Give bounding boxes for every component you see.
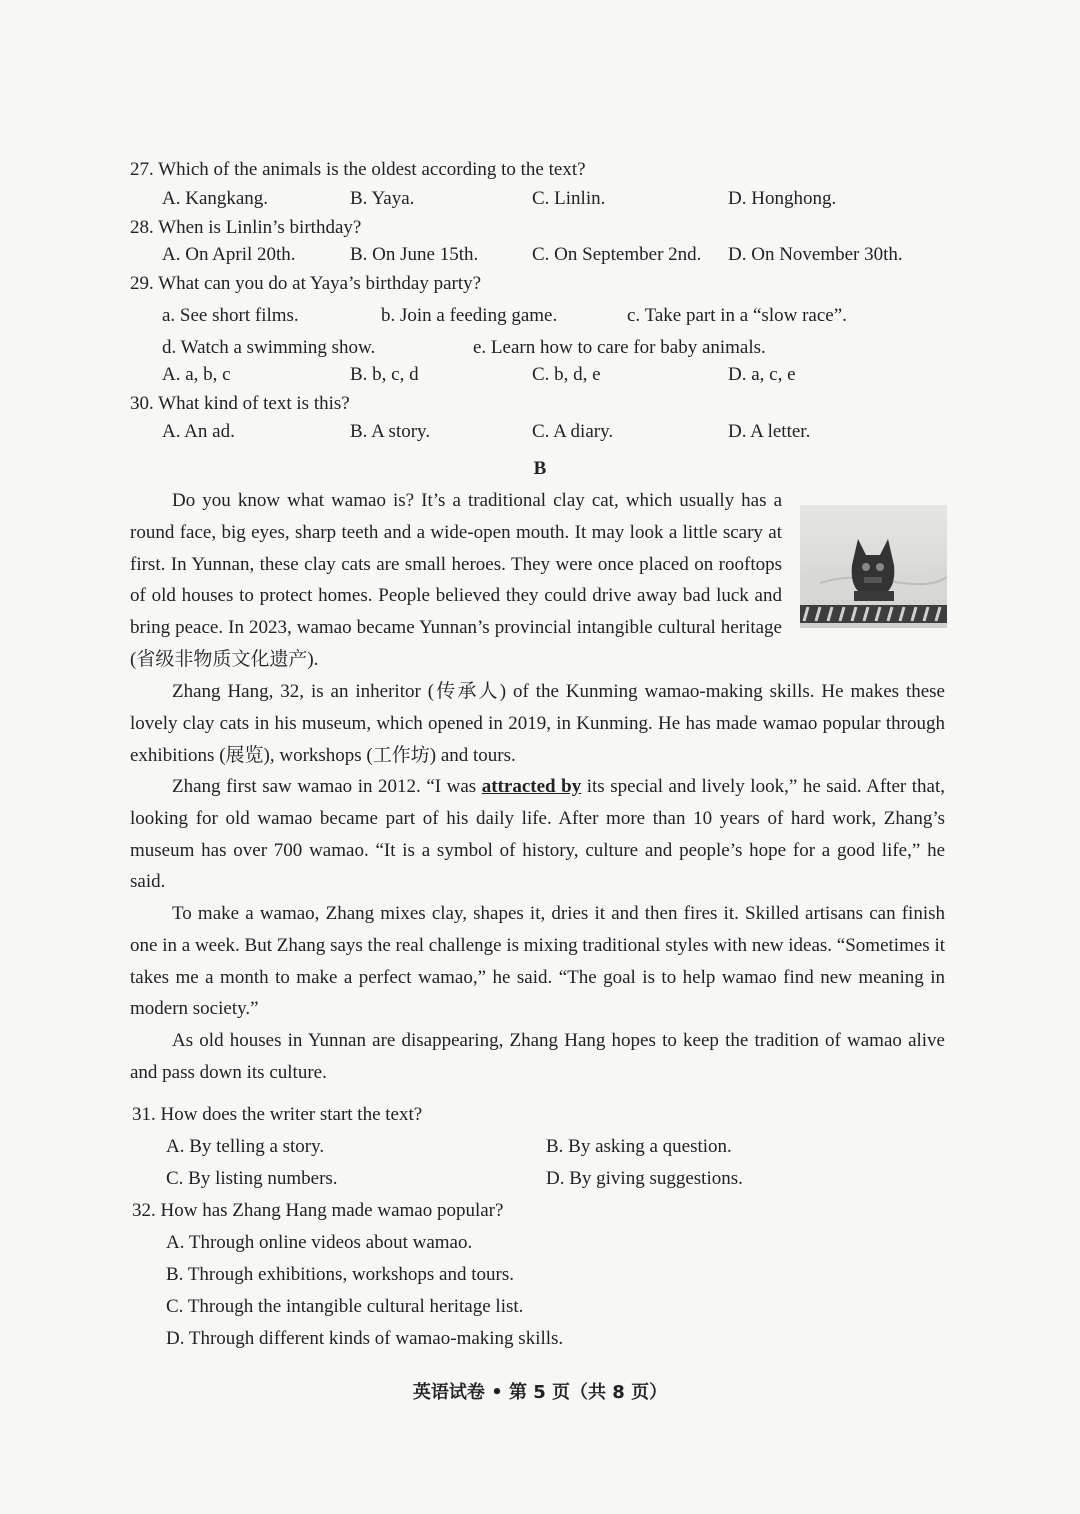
question-31-stem: 31. How does the writer start the text?	[132, 1104, 423, 1125]
question-29-stem: 29. What can you do at Yaya’s birthday party?	[130, 273, 482, 294]
passage-text-4: To make a wamao, Zhang mixes clay, shapes it, dries it and then fires it. Skilled artisans can finish one in a week. But Zhang says the real challenge is mixing traditional styles with new ideas. “Sometimes it takes me a month to make a perfect wamao,” he said. “The goal is to help wamao find new meaning in modern society.”	[130, 903, 945, 1020]
page-footer: 英语试卷 • 第 5 页（共 8 页）	[412, 1382, 668, 1403]
q29-option-b: B. b, c, d	[350, 364, 419, 385]
q27-option-d: D. Honghong.	[728, 188, 837, 209]
q32-option-b: B. Through exhibitions, workshops and tours.	[166, 1264, 514, 1285]
q28-option-d: D. On November 30th.	[728, 244, 903, 265]
passage-paragraph-5	[130, 1025, 945, 1089]
passage-paragraph-4	[130, 898, 945, 1025]
q32-option-c: C. Through the intangible cultural heritage list.	[166, 1296, 524, 1317]
passage-paragraph-2	[130, 676, 945, 771]
passage-text-3: Zhang first saw wamao in 2012. “I was attracted by its special and lively look,” he said. After that, looking for old wamao became part of his daily life. After more than 10 years of hard work, Zhang’s museum has over 700 wamao. “It is a symbol of history, culture and people’s hope for a good life,” he said.	[130, 776, 946, 893]
passage-text-5: As old houses in Yunnan are disappearing, Zhang Hang hopes to keep the tradition of wamao alive and pass down its culture.	[130, 1030, 945, 1083]
q32-option-d: D. Through different kinds of wamao-making skills.	[166, 1328, 564, 1349]
q29-option-a: A. a, b, c	[162, 364, 231, 385]
question-28-stem: 28. When is Linlin’s birthday?	[130, 217, 362, 238]
q31-option-a: A. By telling a story.	[166, 1136, 325, 1157]
q29-option-d: D. a, c, e	[728, 364, 796, 385]
passage-text-2: Zhang Hang, 32, is an inheritor (传承人) of the Kunming wamao-making skills. He makes these lovely clay cats in his museum, which opened in 2019, in Kunming. He has made wamao popular through exhibitions (展览), workshops (工作坊) and tours.	[130, 681, 945, 766]
wamao-photo	[800, 505, 947, 628]
section-title: B	[533, 458, 547, 479]
passage-text-1: Do you know what wamao is? It’s a traditional clay cat, which usually has a round face, big eyes, sharp teeth and a wide-open mouth. It may look a little scary at first. In Yunnan, these clay cats are small heroes. They were once placed on rooftops of old houses to protect homes. People believed they could drive away bad luck and bring peace. In 2023, wamao became Yunnan’s provincial intangible cultural heritage (省级非物质文化遗产).	[130, 490, 782, 670]
q30-option-d: D. A letter.	[728, 421, 811, 442]
underlined-phrase: attracted by	[481, 776, 582, 797]
q28-option-b: B. On June 15th.	[350, 244, 479, 265]
q31-option-b: B. By asking a question.	[546, 1136, 732, 1157]
q29-sub-a: a. See short films.	[162, 305, 299, 326]
q29-option-c: C. b, d, e	[532, 364, 601, 385]
q30-option-b: B. A story.	[350, 421, 431, 442]
q32-option-a: A. Through online videos about wamao.	[166, 1232, 473, 1253]
question-27-stem: 27. Which of the animals is the oldest according to the text?	[130, 159, 586, 180]
q28-option-a: A. On April 20th.	[162, 244, 296, 265]
q30-option-a: A. An ad.	[162, 421, 235, 442]
q30-option-c: C. A diary.	[532, 421, 614, 442]
q29-sub-b: b. Join a feeding game.	[381, 305, 558, 326]
q27-option-c: C. Linlin.	[532, 188, 606, 209]
question-32-stem: 32. How has Zhang Hang made wamao popular?	[132, 1200, 504, 1221]
q31-option-c: C. By listing numbers.	[166, 1168, 338, 1189]
q27-option-a: A. Kangkang.	[162, 188, 269, 209]
passage-paragraph-3	[130, 771, 945, 898]
q29-sub-e: e. Learn how to care for baby animals.	[473, 337, 766, 358]
q29-sub-c: c. Take part in a “slow race”.	[627, 305, 847, 326]
passage-paragraph-1	[130, 485, 782, 676]
q31-option-d: D. By giving suggestions.	[546, 1168, 743, 1189]
q29-sub-d: d. Watch a swimming show.	[162, 337, 376, 358]
question-30-stem: 30. What kind of text is this?	[130, 393, 350, 414]
q28-option-c: C. On September 2nd.	[532, 244, 702, 265]
q27-option-b: B. Yaya.	[350, 188, 415, 209]
